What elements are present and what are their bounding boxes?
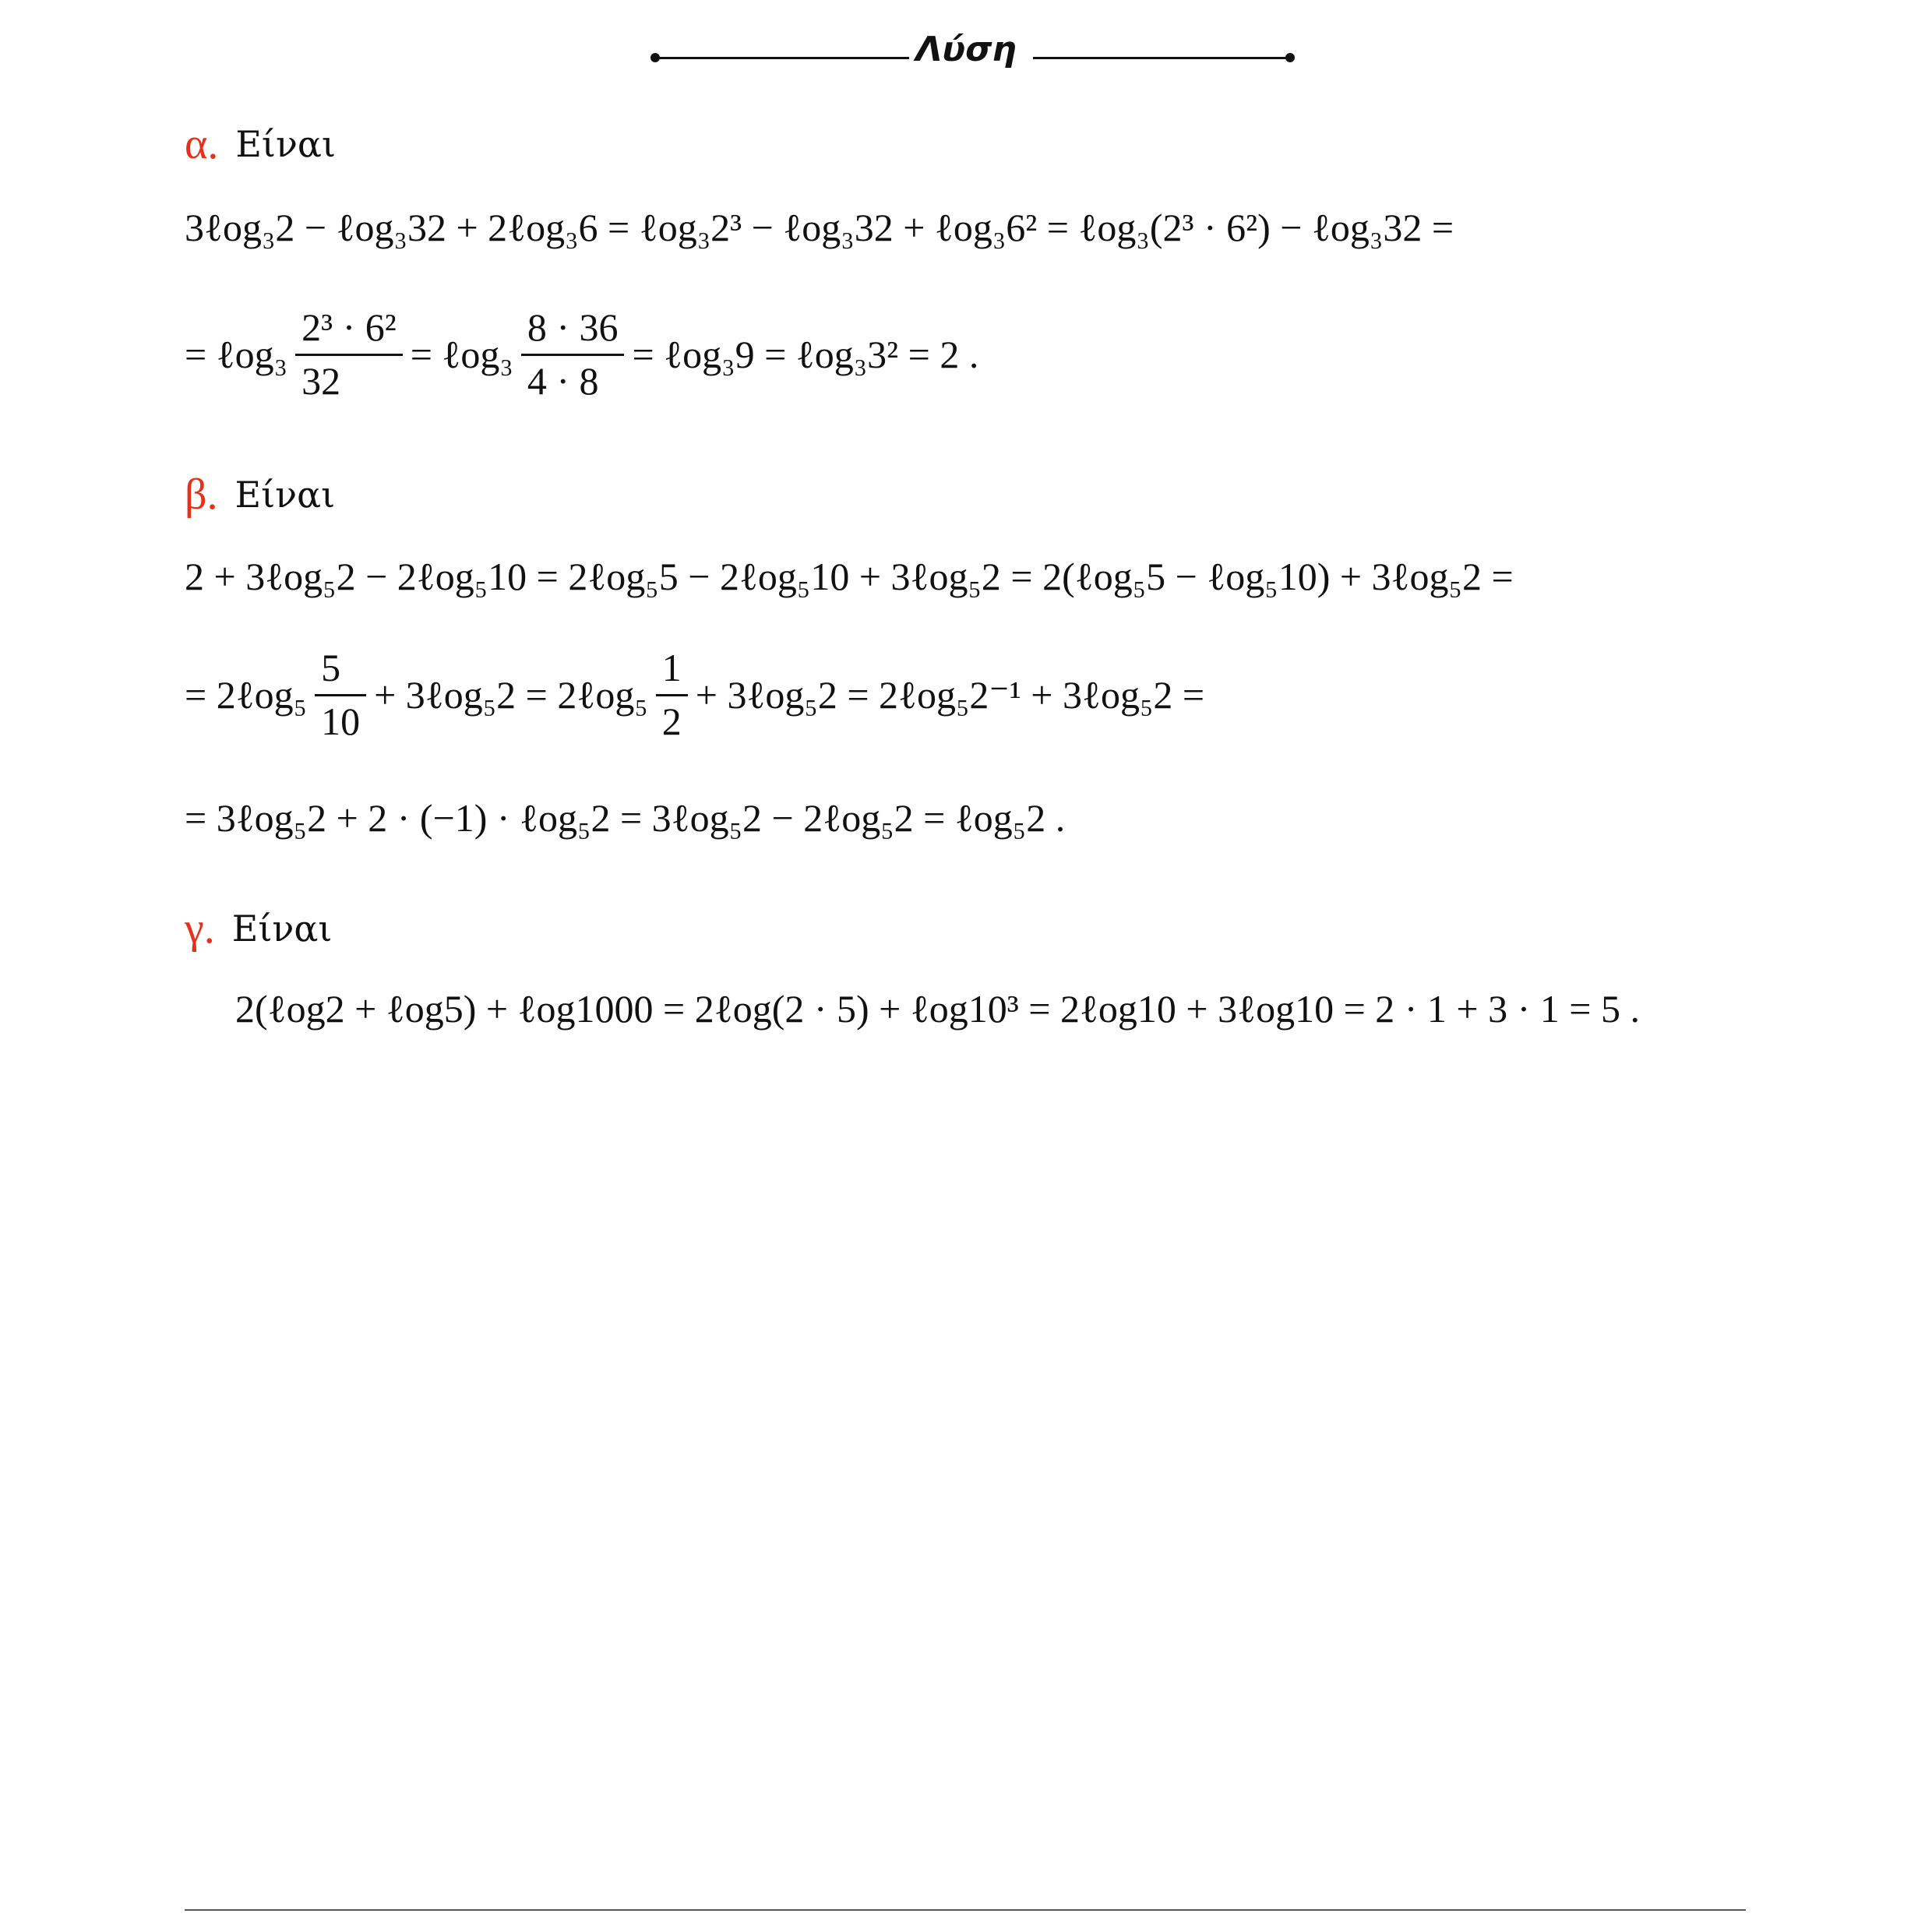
fraction-denominator: 2 [661,699,682,743]
fraction-denominator: 10 [321,699,361,743]
fraction-cancelled [521,305,625,403]
fraction-bar [295,354,403,356]
footer-rule [185,1909,1746,1911]
beta-equation-line-3: = 3ℓog₅2 + 2 · (−1) · ℓog₅2 = 3ℓog₅2 − 2ℓog₅2 = ℓog₅2 . [185,796,1066,840]
fraction [315,646,366,744]
section-lead: Είναι [234,474,336,516]
section-letter: β. [185,470,218,519]
fraction-bar [521,354,625,356]
header-left-rule [655,57,909,59]
equation-text: + 3ℓog₅2 = 2ℓog₅ [374,673,648,717]
header-right-dot [1285,53,1295,62]
section-beta-label [185,471,335,518]
header-right-rule [1033,57,1290,59]
section-gamma-label [185,905,332,952]
equation-text: + 3ℓog₅2 = 2ℓog₅2⁻¹ + 3ℓog₅2 = [695,673,1205,717]
fraction [656,646,688,744]
section-lead: Είναι [235,123,337,165]
fraction-denominator: 32 [301,358,341,403]
section-lead: Είναι [231,907,333,950]
beta-equation-line-1: 2 + 3ℓog₅2 − 2ℓog₅10 = 2ℓog₅5 − 2ℓog₅10 + 3ℓog₅2 = 2(ℓog₅5 − ℓog₅10) + 3ℓog₅2 = [185,555,1514,598]
fraction [295,305,403,403]
page-title: Λύση [915,30,1017,69]
fraction-bar [315,694,366,696]
section-letter: α. [185,120,219,168]
section-alpha-label [185,121,336,167]
alpha-equation-line-1: 3ℓog₃2 − ℓog₃32 + 2ℓog₃6 = ℓog₃2³ − ℓog₃32 + ℓog₃6² = ℓog₃(2³ · 6²) − ℓog₃32 = [185,206,1454,249]
fraction-denominator: 4 · 8 [527,358,599,403]
fraction-numerator: 8 · 36 [527,305,619,349]
alpha-equation-line-2 [185,300,978,409]
beta-equation-line-2 [185,640,1204,749]
equation-text: = ℓog₃ [185,333,288,376]
fraction-numerator: 1 [661,646,682,689]
equation-text: = 2ℓog₅ [185,673,308,717]
equation-text: = ℓog₃9 = ℓog₃3² = 2 . [632,333,979,376]
equation-text: = ℓog₃ [410,333,513,376]
fraction-numerator: 2³ · 6² [301,305,397,349]
gamma-equation-line-1: 2(ℓog2 + ℓog5) + ℓog1000 = 2ℓog(2 · 5) + ℓog10³ = 2ℓog10 + 3ℓog10 = 2 · 1 + 3 · 1 = 5 . [235,987,1640,1031]
section-letter: γ. [185,904,215,953]
fraction-numerator: 5 [321,646,341,689]
fraction-bar [656,694,688,696]
